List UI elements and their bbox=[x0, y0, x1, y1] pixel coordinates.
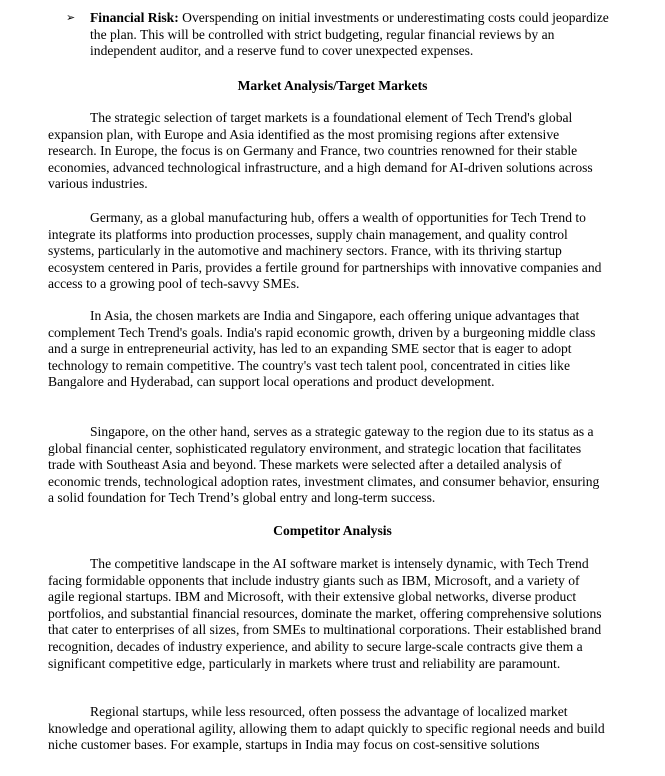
market-paragraph-4: Singapore, on the other hand, serves as a strategic gateway to the region due to its status as a global financial center, sophisticated regulatory environment, and strategic location that facilitates trade with Southeast Asia and beyond. These markets were selected after a detailed analysis of economic trends, technological adoption rates, investment climates, and consumer behavior, ensuring a solid foundation for Tech Trend’s global entry and long-term success. bbox=[48, 424, 600, 506]
arrow-bullet-icon: ➢ bbox=[66, 11, 76, 24]
bullet-label: Financial Risk: bbox=[90, 10, 179, 25]
market-paragraph-2: Germany, as a global manufacturing hub, offers a wealth of opportunities for Tech Trend to integrate its platforms into production processes, supply chain management, and quality control systems, particularly in the automotive and machinery sectors. France, with its thriving startup ecosystem centered in Paris, provides a fertile ground for partnerships with innovative companies and access to a growing pool of tech-savvy SMEs. bbox=[48, 210, 602, 292]
market-analysis-heading: Market Analysis/Target Markets bbox=[237, 78, 428, 93]
competitor-analysis-heading: Competitor Analysis bbox=[273, 523, 392, 538]
bullet-text bbox=[90, 10, 613, 60]
market-paragraph-1: The strategic selection of target markets is a foundational element of Tech Trend's global expansion plan, with Europe and Asia identified as the most promising regions after extensive research. In Europe, the focus is on Germany and France, two countries renowned for their stable economies, advanced technological infrastructure, and a high demand for AI-driven solutions across various industries. bbox=[48, 110, 593, 192]
financial-risk-bullet bbox=[68, 10, 613, 60]
competitor-paragraph-1: The competitive landscape in the AI software market is intensely dynamic, with Tech Trend facing formidable opponents that include industry giants such as IBM, Microsoft, and a variety of agile regional startups. IBM and Microsoft, with their extensive global networks, diverse product portfolios, and substantial financial resources, dominate the market, offering comprehensive solutions that cater to enterprises of all sizes, from SMEs to multinational corporations. Their established brand recognition, decades of industry experience, and ability to secure large-scale contracts give them a significant competitive edge, particularly in markets where trust and reliability are paramount. bbox=[48, 556, 602, 671]
bullet-body: Overspending on initial investments or underestimating costs could jeopardize the plan. This will be controlled with strict budgeting, regular financial reviews by an independent auditor, and a reserve fund to cover unexpected expenses. bbox=[90, 10, 609, 59]
market-paragraph-3: In Asia, the chosen markets are India and Singapore, each offering unique advantages that complement Tech Trend's goals. India's rapid economic growth, driven by a burgeoning middle class and a surge in entrepreneurial activity, has led to an expanding SME sector that is eager to adopt technology to remain competitive. The country's vast tech talent pool, concentrated in cities like Bangalore and Hyderabad, can support local operations and product development. bbox=[48, 308, 596, 390]
competitor-paragraph-2: Regional startups, while less resourced, often possess the advantage of localized market knowledge and operational agility, allowing them to adapt quickly to specific regional needs and build niche customer bases. For example, startups in India may focus on cost-sensitive solutions bbox=[48, 704, 605, 753]
